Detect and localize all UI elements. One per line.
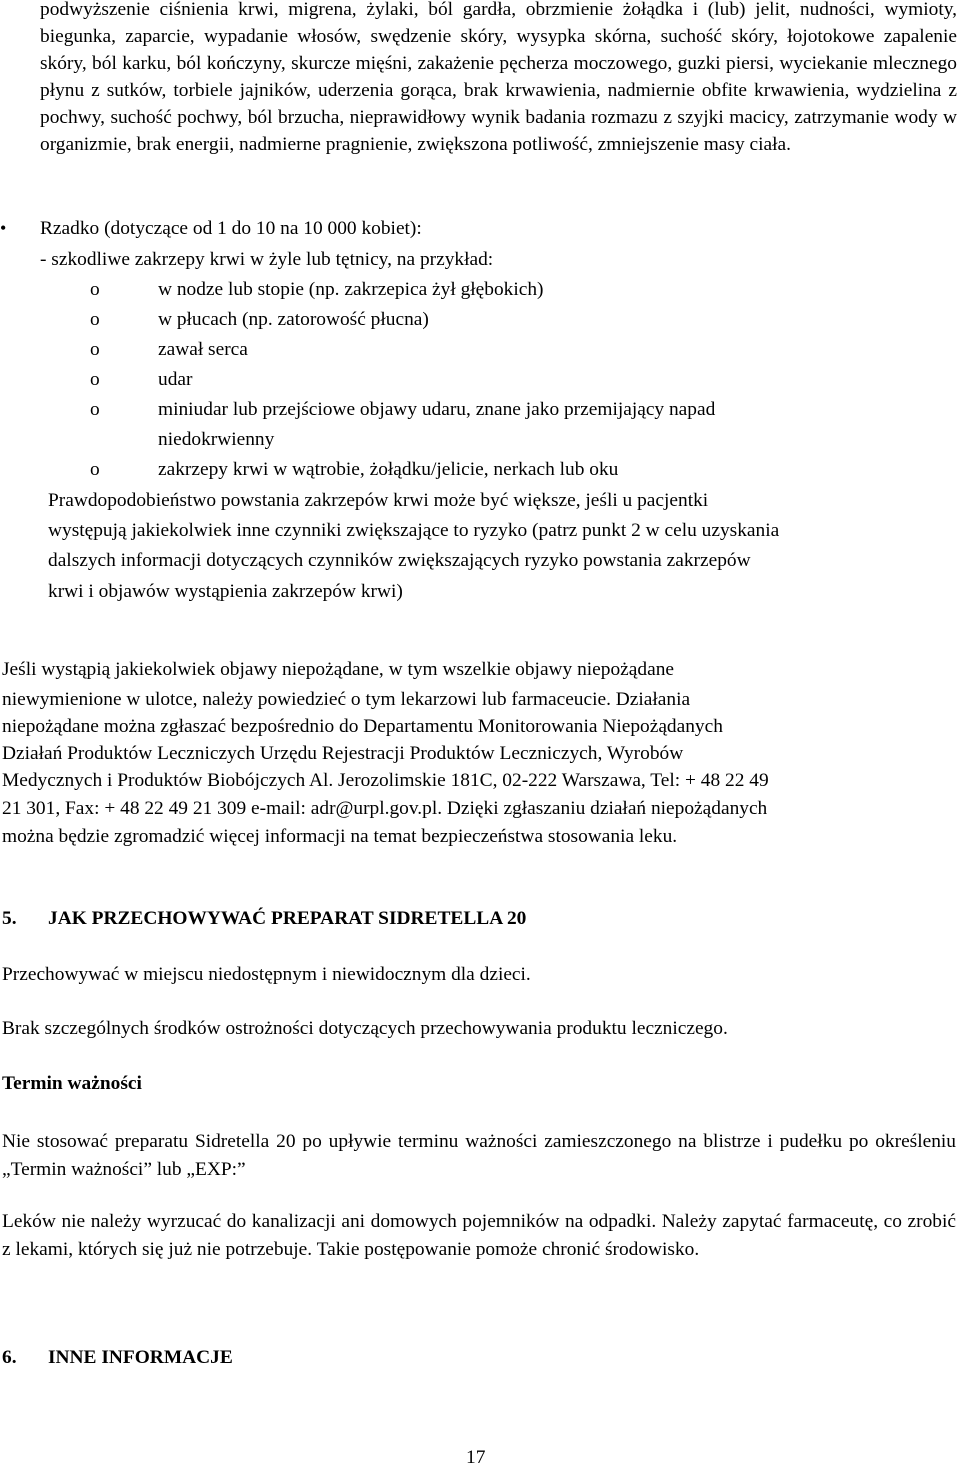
page-number: 17 (466, 1447, 486, 1468)
probability-line: krwi i objawów wystąpienia zakrzepów krwi) (48, 581, 403, 602)
reporting-line: Działań Produktów Leczniczych Urzędu Rejestracji Produktów Leczniczych, Wyrobów (2, 743, 684, 764)
rare-subheading: - szkodliwe zakrzepy krwi w żyle lub tętnicy, na przykład: (40, 249, 494, 270)
reporting-line: Jeśli wystąpią jakiekolwiek objawy niepożądane, w tym wszelkie objawy niepożądane (2, 659, 674, 680)
list-marker: o (90, 369, 100, 390)
side-effects-paragraph: podwyższenie ciśnienia krwi, migrena, żylaki, ból gardła, obrzmienie żołądka i (lub) jelit, nudności, wymioty, biegunka, zaparcie, wypadanie włosów, swędzenie skóry, wysypka skórna, suchość skóry, łojotokowe zapalenie skóry, ból karku, ból kończyny, skurcze mięśni, zakażenie pęcherza moczowego, guzki piersi, wyciekanie mlecznego płynu z sutków, torbiele jajników, uderzenia gorąca, brak krwawienia, nadmiernie obfite krwawienia, wydzielina z pochwy, suchość pochwy, ból brzucha, nieprawidłowy wynik badania rozmazu z szyjki macicy, zatrzymanie wody w organizmie, brak energii, nadmierne pragnienie, zwiększona potliwość, zmniejszenie masy ciała. (40, 0, 957, 155)
reporting-line: niepożądane można zgłaszać bezpośrednio do Departamentu Monitorowania Niepożądanych (2, 716, 723, 737)
list-marker: o (90, 339, 100, 360)
probability-line: występują jakiekolwiek inne czynniki zwiększające to ryzyko (patrz punkt 2 w celu uzyskania (48, 520, 780, 541)
list-marker: o (90, 399, 100, 420)
reporting-line: można będzie zgromadzić więcej informacji na temat bezpieczeństwa stosowania leku. (2, 826, 678, 847)
list-item: zakrzepy krwi w wątrobie, żołądku/jelicie, nerkach lub oku (158, 459, 619, 480)
probability-line: Prawdopodobieństwo powstania zakrzepów krwi może być większe, jeśli u pacjentki (48, 490, 709, 511)
list-item: zawał serca (158, 339, 248, 360)
list-marker: o (90, 459, 100, 480)
section-5-number: 5. (2, 908, 17, 929)
list-item: miniudar lub przejściowe objawy udaru, znane jako przemijający napad (158, 399, 716, 420)
expiry-heading: Termin ważności (2, 1073, 142, 1094)
section-6-number: 6. (2, 1347, 17, 1368)
list-marker: o (90, 309, 100, 330)
disposal-text: Leków nie należy wyrzucać do kanalizacji ani domowych pojemników na odpadki. Należy zapytać farmaceutę, co zrobić z lekami, których się już nie potrzebuje. Takie postępowanie pomoże chronić środowisko. (2, 1211, 956, 1260)
expiry-text: Nie stosować preparatu Sidretella 20 po upływie terminu ważności zamieszczonego na blistrze i pudełku po określeniu „Termin ważności” lub „EXP:” (2, 1131, 956, 1180)
reporting-line: Medycznych i Produktów Biobójczych Al. Jerozolimskie 181C, 02-222 Warszawa, Tel: + 48 22 49 (2, 770, 769, 791)
list-item: w nodze lub stopie (np. zakrzepica żył głębokich) (158, 279, 544, 300)
rare-heading: Rzadko (dotyczące od 1 do 10 na 10 000 kobiet): (40, 218, 422, 239)
probability-line: dalszych informacji dotyczących czynników zwiększających ryzyko powstania zakrzepów (48, 550, 751, 571)
section-6-title: INNE INFORMACJE (48, 1347, 233, 1368)
list-item-continuation: niedokrwienny (158, 429, 275, 450)
storage-conditions-text: Brak szczególnych środków ostrożności dotyczących przechowywania produktu leczniczego. (2, 1018, 728, 1039)
list-item: udar (158, 369, 193, 390)
bullet-icon: • (0, 218, 7, 238)
list-item: w płucach (np. zatorowość płucna) (158, 309, 429, 330)
section-5-title: JAK PRZECHOWYWAĆ PREPARAT SIDRETELLA 20 (48, 908, 527, 929)
storage-text: Przechowywać w miejscu niedostępnym i niewidocznym dla dzieci. (2, 964, 531, 985)
reporting-line: 21 301, Fax: + 48 22 49 21 309 e-mail: adr@urpl.gov.pl. Dzięki zgłaszaniu działań niepożądanych (2, 798, 768, 819)
list-marker: o (90, 279, 100, 300)
reporting-line: niewymienione w ulotce, należy powiedzieć o tym lekarzowi lub farmaceucie. Działania (2, 689, 691, 710)
